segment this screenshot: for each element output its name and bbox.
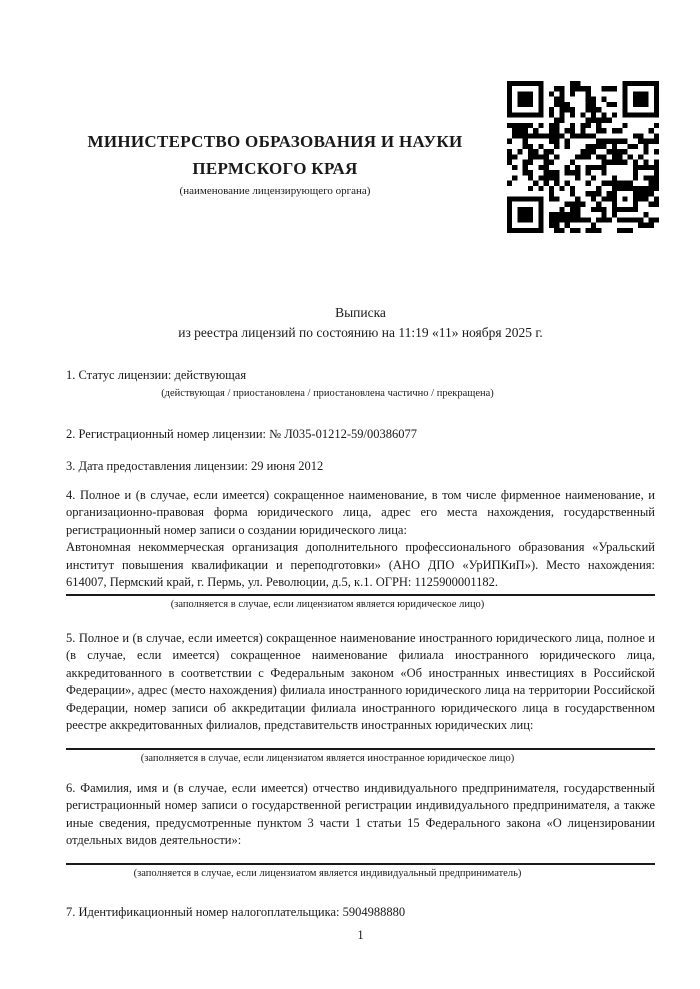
- foreign-entity-question: 5. Полное и (в случае, если имеется) сокращенное наименование иностранного юридического лица, полное и (в случае, если имеется) сокращенное наименование филиала иностранного юридического лица, аккредитованного в соответствии с Федеральным законом «Об иностранных инвестициях в Российской Федерации», адрес (место нахождения) филиала иностранного юридического лица на территории Российской Федерации, номер записи об аккредитации филиала иностранного юридического лица в государственном реестре аккредитованных филиалов, представительств иностранных юридических лиц:: [66, 630, 655, 732]
- license-status-hint: (действующая / приостановлена / приостановлена частично / прекращена): [161, 387, 494, 399]
- license-status-text: 1. Статус лицензии: действующая: [66, 368, 247, 382]
- document-title-line1: Выписка: [335, 305, 386, 320]
- document-title: [66, 303, 655, 343]
- foreign-entity-hint: (заполняется в случае, если лицензиатом является иностранное юридическое лицо): [140, 752, 515, 764]
- individual-entrepreneur-item: [66, 780, 655, 880]
- fill-line: [66, 594, 655, 596]
- document-title-line2: из реестра лицензий по состоянию на 11:19 «11» ноября 2025 г.: [178, 325, 543, 340]
- fill-line: [66, 850, 655, 865]
- licensing-authority-hint: (наименование лицензирующего органа): [179, 185, 371, 197]
- individual-entrepreneur-hint: (заполняется в случае, если лицензиатом является индивидуальный предприниматель): [133, 867, 522, 879]
- licensing-authority-header: [45, 128, 505, 198]
- taxpayer-id-item: [66, 904, 655, 922]
- ministry-name-line2: ПЕРМСКОГО КРАЯ: [192, 159, 358, 178]
- legal-entity-answer: Автономная некоммерческая организация дополнительного профессионального образования «Уральский институт повышения квалификации и переподготовки» (АНО ДПО «УрИПКиП»). Место нахождения: 614007, Пермский край, г. Пермь, ул. Революции, д.5, к.1. ОГРН: 1125900001182.: [66, 540, 655, 589]
- page-number: 1: [357, 928, 364, 942]
- license-reg-number-item: [66, 426, 655, 444]
- fill-line: [66, 735, 655, 750]
- ministry-name-line1: МИНИСТЕРСТВО ОБРАЗОВАНИЯ И НАУКИ: [87, 132, 463, 151]
- legal-entity-hint: (заполняется в случае, если лицензиатом является юридическое лицо): [170, 598, 485, 610]
- foreign-entity-item: [66, 630, 655, 765]
- license-grant-date-item: [66, 458, 655, 476]
- qr-code-icon: [507, 81, 659, 233]
- document-body: [66, 367, 655, 921]
- license-status-item: [66, 367, 655, 400]
- license-grant-date-text: 3. Дата предоставления лицензии: 29 июня 2012: [66, 459, 324, 473]
- individual-entrepreneur-question: 6. Фамилия, имя и (в случае, если имеется) отчество индивидуального предпринимателя, государственный регистрационный номер записи о государственной регистрации индивидуального предпринимателя, а также иные сведения, предусмотренные пунктом 3 части 1 статьи 15 Федерального закона «О лицензировании отдельных видов деятельности»:: [66, 780, 655, 847]
- legal-entity-question: 4. Полное и (в случае, если имеется) сокращенное наименование, в том числе фирменное наименование, и организационно-правовая форма юридического лица, адрес его места нахождения, государственный регистрационный номер записи о создании юридического лица:: [66, 487, 655, 537]
- license-reg-number-text: 2. Регистрационный номер лицензии: № Л035-01212-59/00386077: [66, 426, 417, 441]
- legal-entity-item: [66, 487, 655, 611]
- taxpayer-id-text: 7. Идентификационный номер налогоплательщика: 5904988880: [66, 904, 406, 919]
